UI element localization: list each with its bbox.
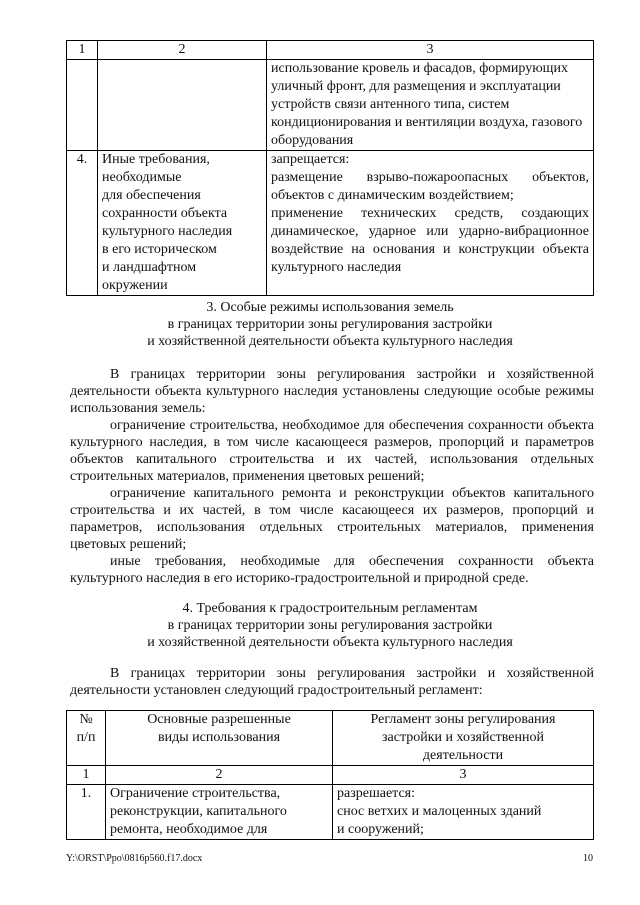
table-cell: Ограничение строительства, реконструкции, капитального ремонта, необходимое для (106, 785, 333, 840)
row-number: 1. (67, 785, 106, 840)
paragraph: иные требования, необходимые для обеспечения сохранности объекта культурного наследия в его историко-градостроительной и природной среде. (70, 554, 594, 586)
heading-line: 3. Особые режимы использования земель (206, 300, 454, 315)
table-header-cell: 3 (267, 41, 594, 60)
cell-line: и ландшафтном (102, 260, 197, 275)
table-cell (98, 151, 267, 296)
heading-line: и хозяйственной деятельности объекта культурного наследия (147, 635, 513, 650)
paragraph: В границах территории зоны регулирования застройки и хозяйственной деятельности объекта культурного наследия установлены следующие особые режимы использования земель: (70, 367, 594, 416)
section-4-heading (60, 600, 600, 651)
table-header-cell: № п/п (67, 711, 106, 766)
cell-line: окружении (102, 278, 168, 293)
table-row (67, 151, 594, 296)
cell-text: использование кровель и фасадов, формирующих уличный фронт, для размещения и эксплуатации устройств связи антенного типа, систем кондиционирования и вентиляции воздуха, газового оборудования (271, 61, 583, 148)
cell-line: размещение взрыво-пожароопасных объектов, объектов с динамическим воздействием; (271, 170, 589, 203)
table-cell (98, 60, 267, 151)
table-header-cell: Регламент зоны регулирования застройки и хозяйственной деятельности (333, 711, 594, 766)
table-numbering-row (67, 766, 594, 785)
footer-page-number: 10 (583, 853, 593, 864)
row-number: 4. (67, 151, 98, 296)
cell-line: запрещается: (271, 152, 350, 167)
table-header-row (67, 41, 594, 60)
regulation-table (66, 710, 594, 840)
table-header-cell: 2 (98, 41, 267, 60)
table-row (67, 785, 594, 840)
heading-line: и хозяйственной деятельности объекта культурного наследия (147, 334, 513, 349)
restrictions-table (66, 40, 594, 296)
section-3-heading (60, 299, 600, 350)
cell-line: в его историческом (102, 242, 217, 257)
cell-line: для обеспечения (102, 188, 201, 203)
table-cell: разрешается: снос ветхих и малоценных зданий и сооружений; (333, 785, 594, 840)
cell-line: необходимые (102, 170, 182, 185)
table-header-cell: 1 (67, 41, 98, 60)
heading-line: в границах территории зоны регулирования застройки (167, 618, 493, 633)
heading-line: 4. Требования к градостроительным регламентам (182, 601, 478, 616)
table-cell (67, 60, 98, 151)
paragraph: ограничение строительства, необходимое для обеспечения сохранности объекта культурного наследия, в том числе касающееся размеров, пропорций и параметров объектов капитального строительства и их частей, использования отдельных строительных материалов, применения цветовых решений; (70, 418, 594, 484)
table-header-cell: Основные разрешенные виды использования (106, 711, 333, 766)
table-cell (267, 151, 594, 296)
table-cell: 1 (67, 766, 106, 785)
table-header-row (67, 711, 594, 766)
cell-line: культурного наследия (102, 224, 233, 239)
heading-line: в границах территории зоны регулирования застройки (167, 317, 493, 332)
table-cell: 2 (106, 766, 333, 785)
cell-line: Иные требования, (102, 152, 210, 167)
cell-line: применение технических средств, создающих динамическое, ударное или ударно-вибрационное воздействие на основания и конструкции объекта культурного наследия (271, 206, 589, 275)
paragraph: В границах территории зоны регулирования застройки и хозяйственной деятельности установлен следующий градостроительный регламент: (70, 666, 594, 698)
table-cell (267, 60, 594, 151)
cell-line: сохранности объекта (102, 206, 228, 221)
footer-file-path: Y:\ORST\Ppo\0816p560.f17.docx (66, 853, 203, 864)
paragraph: ограничение капитального ремонта и реконструкции объектов капитального строительства и их частей, в том числе касающееся их размеров, пропорций и параметров, использования отдельных строительных материалов, применения цветовых решений; (70, 486, 594, 552)
table-cell: 3 (333, 766, 594, 785)
table-row (67, 60, 594, 151)
